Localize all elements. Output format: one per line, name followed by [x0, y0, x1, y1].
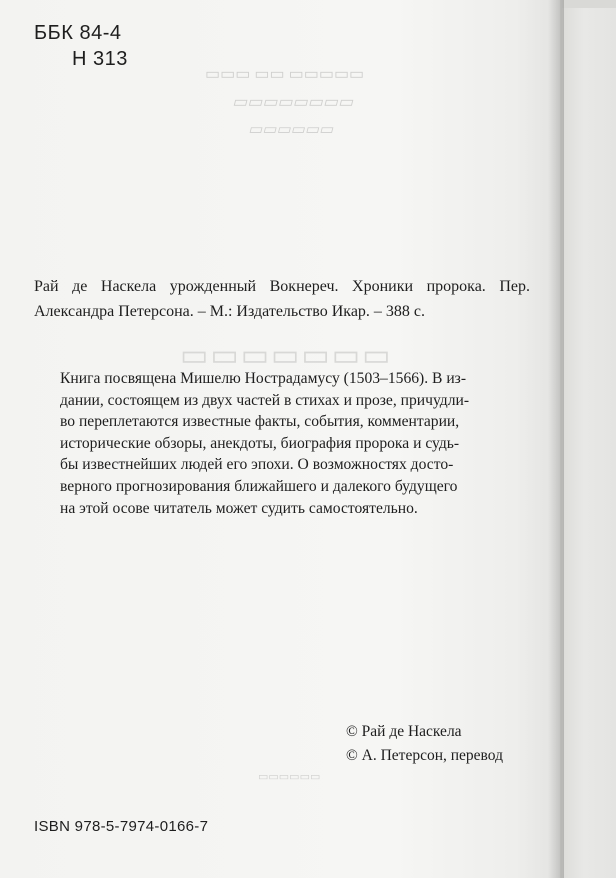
show-through-ghost: ▭▭▭▭▭▭▭: [180, 339, 393, 372]
isbn: ISBN 978-5-7974-0166-7: [34, 818, 209, 835]
copyright-translation: © А. Петерсон, перевод: [346, 747, 503, 764]
annotation-line: Книга посвящена Мишелю Нострадамусу (1503–1566). В из-: [60, 370, 467, 387]
bbk-code: ББК 84-4: [34, 22, 122, 44]
show-through-ghost: ▭▭▭▭▭▭▭▭: [232, 94, 353, 111]
author-mark: Н 313: [72, 48, 128, 70]
annotation: [60, 368, 520, 519]
copyright-block: [346, 720, 503, 768]
annotation-line: верного прогнозирования ближайшего и далекого будущего: [60, 477, 458, 495]
classification-block: [34, 20, 128, 72]
facing-page: [562, 8, 616, 878]
annotation-line: во переплетаются известные факты, события, комментарии,: [60, 413, 460, 431]
page-fold-shadow: [548, 0, 564, 878]
annotation-line: бы известнейших людей его эпохи. О возможностях досто-: [60, 456, 454, 474]
show-through-ghost: ▭▭▭▭▭▭: [258, 771, 321, 783]
annotation-line: дании, состоящем из двух частей в стихах и прозе, причудли-: [60, 391, 470, 409]
bibliographic-record: Рай де Наскела урожденный Вокнереч. Хроники пророка. Пер. Александра Петерсона. – М.: Издательство Икар. – 388 с.: [34, 278, 530, 320]
annotation-line: исторические обзоры, анекдоты, биография пророка и судь-: [60, 434, 460, 452]
show-through-ghost: ▭▭▭▭▭▭: [248, 122, 334, 138]
copyright-author: © Рай де Наскела: [346, 723, 462, 740]
annotation-line: на этой осове читатель может судить самостоятельно.: [60, 499, 418, 517]
show-through-ghost: ▭▭▭ ▭▭ ▭▭▭▭▭: [205, 66, 365, 83]
